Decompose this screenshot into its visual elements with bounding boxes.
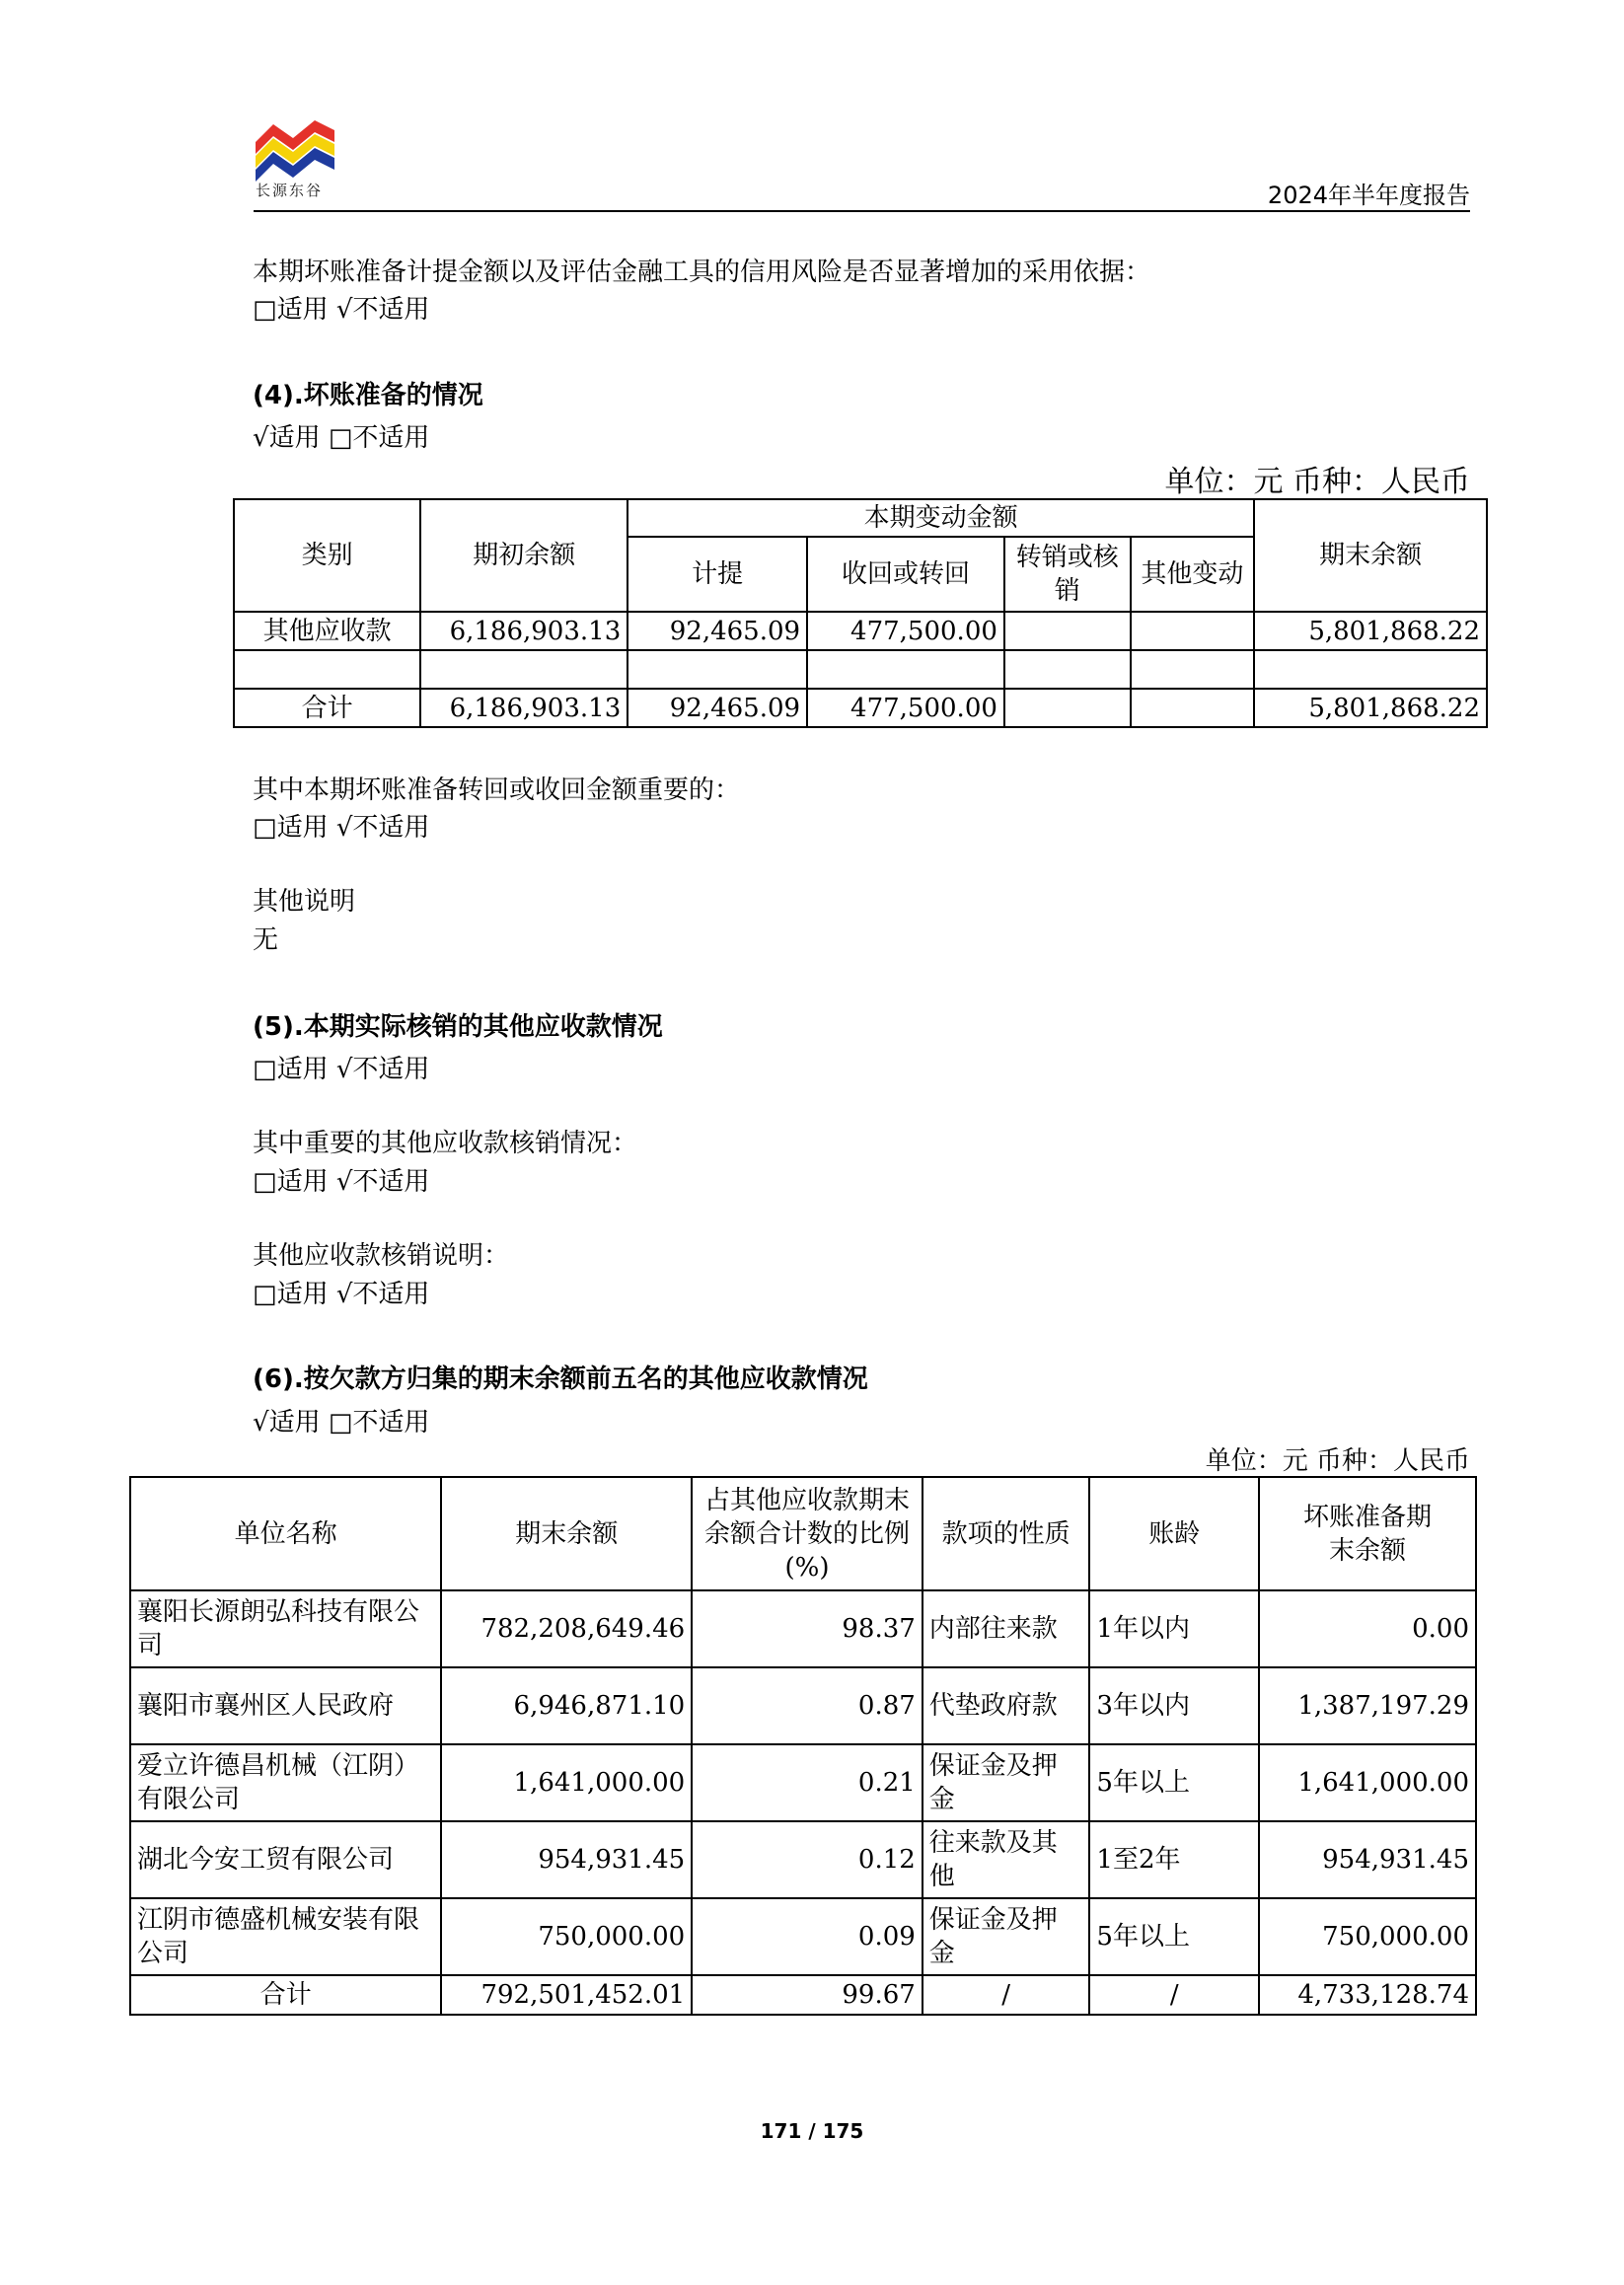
cell-writeoff (1004, 612, 1131, 650)
cell-name: 襄阳长源朗弘科技有限公司 (130, 1590, 441, 1667)
basis-text: 本期坏账准备计提金额以及评估金融工具的信用风险是否显著增加的采用依据： (253, 258, 1151, 287)
cell-name: 爱立许德昌机械（江阴）有限公司 (130, 1744, 441, 1821)
cell-opening: 6,186,903.13 (420, 689, 627, 727)
cell-provision: 92,465.09 (627, 612, 807, 650)
cell-aging: / (1089, 1975, 1259, 2015)
header-closing: 期末余额 (441, 1477, 692, 1590)
cell-nature: 保证金及押金 (923, 1898, 1090, 1975)
header-nature: 款项的性质 (923, 1477, 1090, 1590)
cell-nature: 保证金及押金 (923, 1744, 1090, 1821)
cell-aging: 1年以内 (1089, 1590, 1259, 1667)
reversal-text: 其中本期坏账准备转回或收回金额重要的： (253, 775, 741, 805)
cell-writeoff (1004, 650, 1131, 689)
cell-provision: 4,733,128.74 (1259, 1975, 1476, 2015)
cell-closing: 1,641,000.00 (441, 1744, 692, 1821)
header-name: 单位名称 (130, 1477, 441, 1590)
section-5-applicable: □适用 √不适用 (253, 1055, 430, 1084)
cell-other (1131, 689, 1255, 727)
cell-provision: 1,387,197.29 (1259, 1667, 1476, 1744)
cell-ratio: 98.37 (692, 1590, 923, 1667)
table-row (130, 1821, 1476, 1898)
cell-ratio: 0.09 (692, 1898, 923, 1975)
header-change: 本期变动金额 (627, 499, 1254, 537)
header-category: 类别 (234, 499, 420, 612)
cell-nature: 往来款及其他 (923, 1821, 1090, 1898)
table-row (234, 650, 1487, 689)
header-recovered: 收回或转回 (807, 537, 1004, 612)
cell-closing: 750,000.00 (441, 1898, 692, 1975)
table-row-total (130, 1975, 1476, 2015)
header-ratio: 占其他应收款期末余额合计数的比例(%) (692, 1477, 923, 1590)
header-other: 其他变动 (1131, 537, 1255, 612)
table-row-total (234, 689, 1487, 727)
cell-category (234, 650, 420, 689)
header-provision: 计提 (627, 537, 807, 612)
section-6-heading: (6).按欠款方归集的期末余额前五名的其他应收款情况 (253, 1364, 868, 1394)
cell-category: 合计 (234, 689, 420, 727)
logo-text: 长源东谷 (256, 182, 324, 199)
report-title: 2024年半年度报告 (1267, 182, 1470, 209)
bad-debt-table (233, 498, 1488, 728)
cell-nature: / (923, 1975, 1090, 2015)
cell-recovered: 477,500.00 (807, 612, 1004, 650)
cell-aging: 3年以内 (1089, 1667, 1259, 1744)
header-divider (254, 210, 1470, 212)
cell-provision: 92,465.09 (627, 689, 807, 727)
cell-closing (1254, 650, 1487, 689)
cell-other (1131, 650, 1255, 689)
table-row (130, 1898, 1476, 1975)
cell-provision (627, 650, 807, 689)
cell-other (1131, 612, 1255, 650)
header-provision: 坏账准备期末余额 (1259, 1477, 1476, 1590)
reversal-applicable: □适用 √不适用 (253, 813, 430, 843)
cell-closing: 792,501,452.01 (441, 1975, 692, 2015)
section-6-applicable: √适用 □不适用 (253, 1408, 430, 1437)
cell-closing: 6,946,871.10 (441, 1667, 692, 1744)
cell-writeoff (1004, 689, 1131, 727)
cell-name: 江阴市德盛机械安装有限公司 (130, 1898, 441, 1975)
page-number: 171 / 175 (760, 2119, 864, 2143)
cell-provision: 0.00 (1259, 1590, 1476, 1667)
cell-provision: 750,000.00 (1259, 1898, 1476, 1975)
writeoff-note-text: 其他应收款核销说明： (253, 1241, 510, 1271)
cell-opening (420, 650, 627, 689)
cell-ratio: 0.87 (692, 1667, 923, 1744)
section-5-heading: (5).本期实际核销的其他应收款情况 (253, 1012, 663, 1042)
cell-name: 合计 (130, 1975, 441, 2015)
section-6-unit: 单位：元 币种：人民币 (1205, 1446, 1470, 1476)
table-row (130, 1590, 1476, 1667)
cell-aging: 1至2年 (1089, 1821, 1259, 1898)
cell-name: 襄阳市襄州区人民政府 (130, 1667, 441, 1744)
cell-ratio: 99.67 (692, 1975, 923, 2015)
cell-recovered: 477,500.00 (807, 689, 1004, 727)
cell-ratio: 0.12 (692, 1821, 923, 1898)
header-aging: 账龄 (1089, 1477, 1259, 1590)
table-row (130, 1667, 1476, 1744)
cell-recovered (807, 650, 1004, 689)
cell-nature: 内部往来款 (923, 1590, 1090, 1667)
cell-aging: 5年以上 (1089, 1744, 1259, 1821)
section-4-unit: 单位：元 币种：人民币 (1164, 465, 1470, 499)
cell-closing: 954,931.45 (441, 1821, 692, 1898)
other-note-label: 其他说明 (253, 887, 356, 917)
top5-receivables-table (129, 1476, 1477, 2016)
cell-provision: 1,641,000.00 (1259, 1744, 1476, 1821)
header-closing: 期末余额 (1254, 499, 1487, 612)
important-writeoff-text: 其中重要的其他应收款核销情况： (253, 1129, 638, 1158)
basis-applicable: □适用 √不适用 (253, 295, 430, 325)
other-note-value: 无 (253, 925, 279, 955)
cell-closing: 5,801,868.22 (1254, 689, 1487, 727)
section-4-heading: (4).坏账准备的情况 (253, 381, 483, 410)
cell-provision: 954,931.45 (1259, 1821, 1476, 1898)
important-writeoff-applicable: □适用 √不适用 (253, 1167, 430, 1197)
cell-opening: 6,186,903.13 (420, 612, 627, 650)
cell-name: 湖北今安工贸有限公司 (130, 1821, 441, 1898)
cell-nature: 代垫政府款 (923, 1667, 1090, 1744)
writeoff-note-applicable: □适用 √不适用 (253, 1280, 430, 1309)
cell-category: 其他应收款 (234, 612, 420, 650)
cell-ratio: 0.21 (692, 1744, 923, 1821)
header-writeoff: 转销或核销 (1004, 537, 1131, 612)
table-row (234, 612, 1487, 650)
table-row (130, 1744, 1476, 1821)
section-4-applicable: √适用 □不适用 (253, 423, 430, 453)
header-opening: 期初余额 (420, 499, 627, 612)
cell-aging: 5年以上 (1089, 1898, 1259, 1975)
cell-closing: 782,208,649.46 (441, 1590, 692, 1667)
cell-closing: 5,801,868.22 (1254, 612, 1487, 650)
